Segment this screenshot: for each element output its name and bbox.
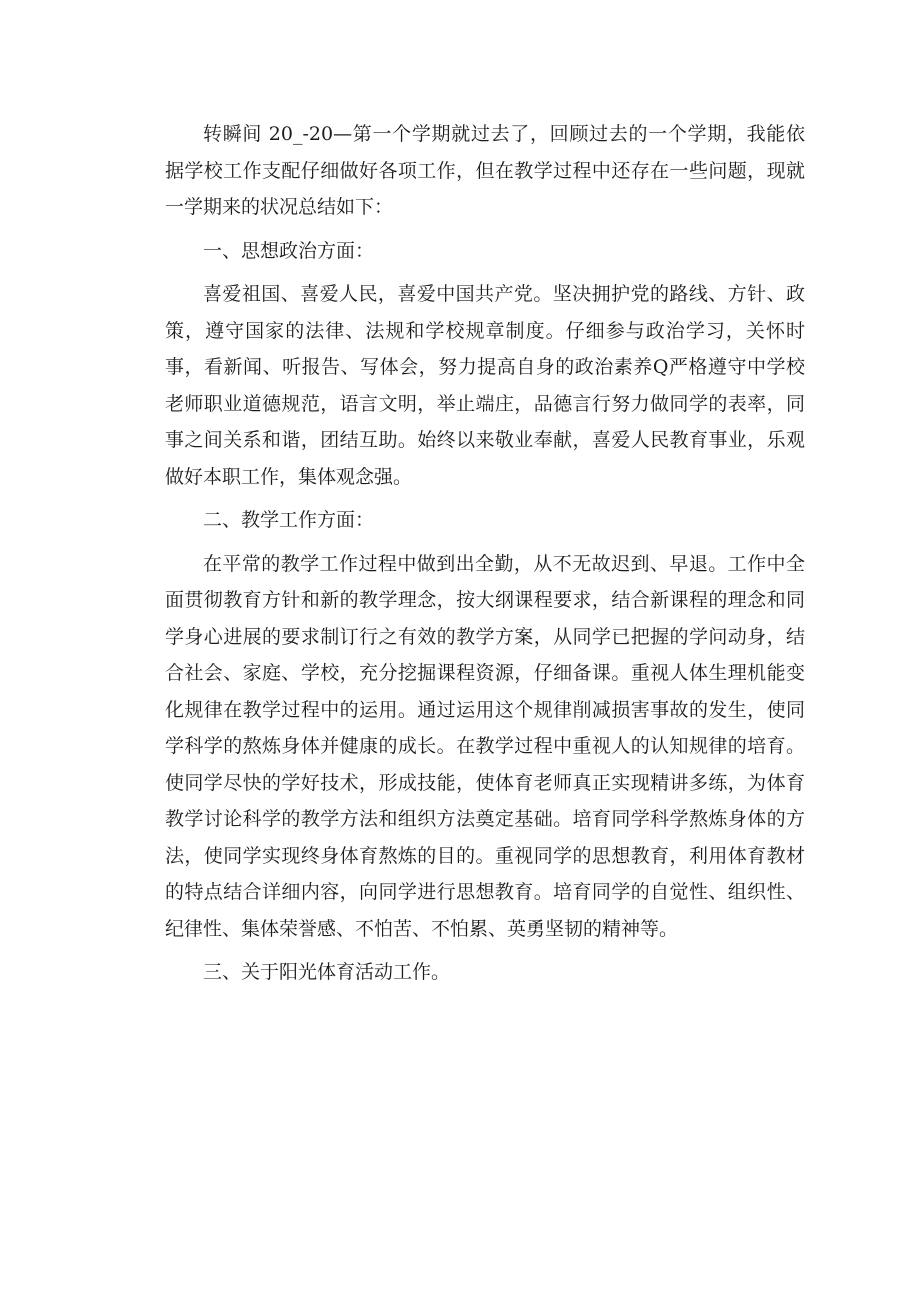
section-heading-teaching: 二、教学工作方面： (203, 509, 375, 531)
section-heading-sunshine-sports: 三、关于阳光体育活动工作。 (203, 961, 451, 983)
intro-paragraph: 转瞬间 20_-20—第一个学期就过去了，回顾过去的一个学期，我能依据学校工作支配仔细做好各项工作，但在教学过程中还存在一些问题，现就一学期来的状况总结如下： (165, 123, 805, 218)
politics-paragraph: 喜爱祖国、喜爱人民，喜爱中国共产党。坚决拥护党的路线、方针、政策，遵守国家的法律、法规和学校规章制度。仔细参与政治学习，关怀时事，看新闻、听报告、写体会，努力提高自身的政治素养Q严格遵守中学校老师职业道德规范，语言文明，举止端庄，品德言行努力做同学的表率，同事之间关系和谐，团结互助。始终以来敬业奉献，喜爱人民教育事业，乐观做好本职工作，集体观念强。 (165, 283, 805, 488)
section-heading-politics: 一、思想政治方面： (203, 239, 375, 262)
teaching-paragraph: 在平常的教学工作过程中做到出全勤，从不无故迟到、早退。工作中全面贯彻教育方针和新的教学理念，按大纲课程要求，结合新课程的理念和同学身心进展的要求制订行之有效的教学方案，从同学已把握的学问动身，结合社会、家庭、学校，充分挖掘课程资源，仔细备课。重视人体生理机能变化规律在教学过程中的运用。通过运用这个规律削减损害事故的发生，使同学科学的熬炼身体并健康的成长。在教学过程中重视人的认知规律的培育。使同学尽快的学好技术，形成技能，使体育老师真正实现精讲多练，为体育教学讨论科学的教学方法和组织方法奠定基础。培育同学科学熬炼身体的方法，使同学实现终身体育熬炼的目的。重视同学的思想教育，利用体育教材的特点结合详细内容，向同学进行思想教育。培育同学的自觉性、组织性、纪律性、集体荣誉感、不怕苦、不怕累、英勇坚韧的精神等。 (165, 552, 805, 940)
document-body (165, 116, 805, 991)
